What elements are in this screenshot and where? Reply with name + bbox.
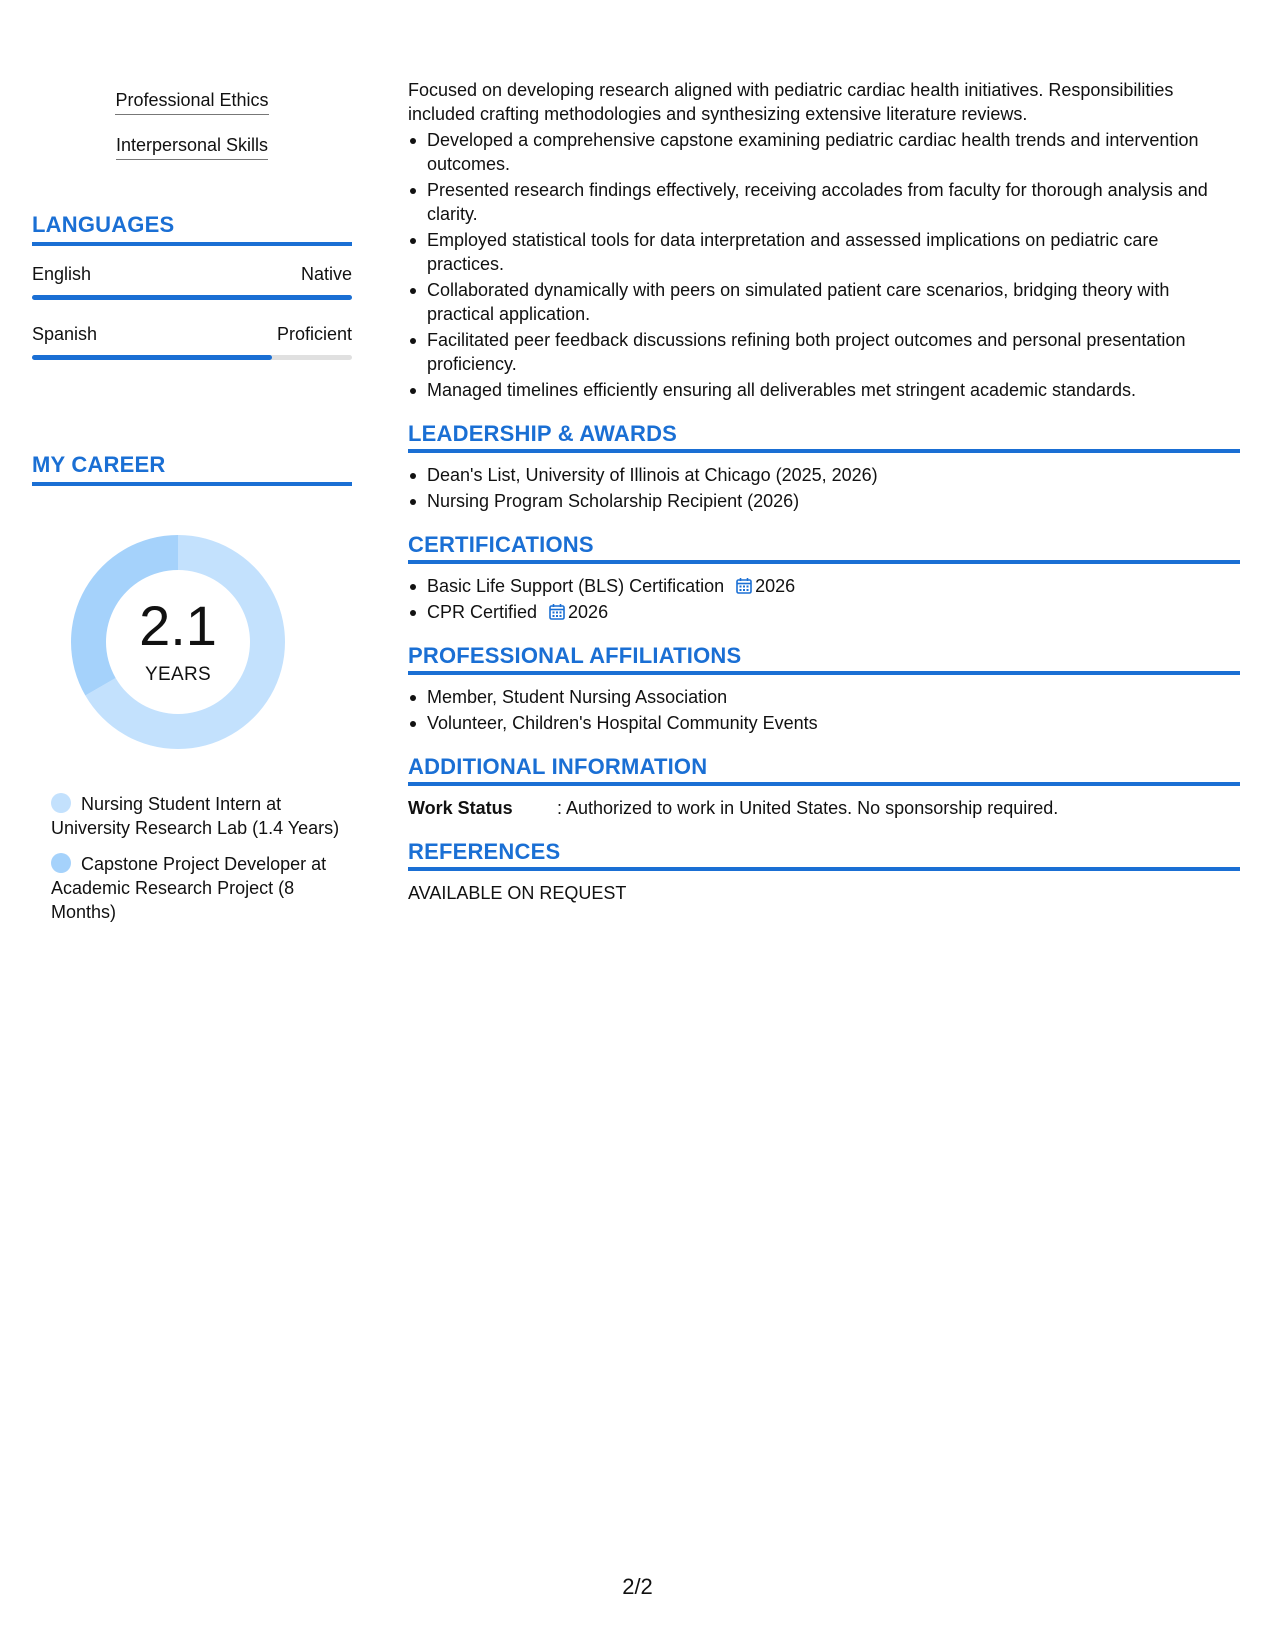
career-heading: MY CAREER [32, 452, 352, 486]
list-item: Presented research findings effectively, receiving accolades from faculty for thorough analysis and clarity. [427, 178, 1240, 226]
right-column [408, 78, 1240, 905]
experience-bullets [408, 128, 1240, 402]
references-text: AVAILABLE ON REQUEST [408, 883, 627, 903]
legend-label: Nursing Student Intern at University Research Lab (1.4 Years) [51, 794, 340, 838]
languages-section [32, 212, 352, 360]
calendar-icon [736, 577, 752, 594]
certifications-heading: CERTIFICATIONS [408, 533, 1240, 564]
additional-info-heading: ADDITIONAL INFORMATION [408, 755, 1240, 786]
list-item: Collaborated dynamically with peers on simulated patient care scenarios, bridging theory with practical application. [427, 278, 1240, 326]
affiliations-list [408, 685, 1240, 735]
certification-year: 2026 [755, 576, 796, 596]
affiliations-section [408, 644, 1240, 735]
leadership-heading: LEADERSHIP & AWARDS [408, 422, 1240, 453]
languages-heading: LANGUAGES [32, 212, 352, 246]
calendar-icon [549, 603, 565, 620]
list-item [427, 574, 1240, 598]
additional-info-section [408, 755, 1240, 820]
career-total-years: 2.1 [139, 594, 217, 657]
certification-name: CPR Certified [427, 602, 538, 622]
language-proficiency-fill [32, 295, 352, 300]
language-proficiency-fill [32, 355, 272, 360]
leadership-section [408, 422, 1240, 513]
work-status-label: Work Status [408, 798, 513, 818]
career-total-unit: YEARS [145, 664, 211, 685]
page-number: 2/2 [622, 1574, 653, 1599]
legend-dot [51, 793, 71, 813]
language-level: Proficient [276, 324, 352, 344]
leadership-list [408, 463, 1240, 513]
skills-list [32, 88, 352, 160]
language-level: Native [300, 264, 352, 284]
list-item: Nursing Program Scholarship Recipient (2026) [427, 489, 1240, 513]
list-item: Dean's List, University of Illinois at Chicago (2025, 2026) [427, 463, 1240, 487]
affiliations-heading: PROFESSIONAL AFFILIATIONS [408, 644, 1240, 675]
certifications-list [408, 574, 1240, 624]
list-item: Volunteer, Children's Hospital Community Events [427, 711, 1240, 735]
language-item [32, 264, 352, 300]
list-item: Facilitated peer feedback discussions refining both project outcomes and personal presentation proficiency. [427, 328, 1240, 376]
legend-dot [51, 853, 71, 873]
career-section [32, 452, 352, 486]
language-proficiency-bar [32, 355, 352, 360]
skill-item: Interpersonal Skills [116, 133, 268, 160]
career-legend [51, 792, 341, 924]
work-status-value: : Authorized to work in United States. No sponsorship required. [557, 798, 1059, 818]
language-item [32, 324, 352, 360]
legend-label: Capstone Project Developer at Academic Research Project (8 Months) [51, 854, 327, 922]
experience-summary: Focused on developing research aligned with pediatric cardiac health initiatives. Responsibilities included crafting methodologies and synthesizing extensive literature reviews. [408, 80, 1174, 124]
list-item: Member, Student Nursing Association [427, 685, 1240, 709]
skill-item: Professional Ethics [115, 88, 268, 115]
references-heading: REFERENCES [408, 840, 1240, 871]
language-name: Spanish [32, 324, 98, 344]
certifications-section [408, 533, 1240, 624]
language-proficiency-bar [32, 295, 352, 300]
references-section [408, 840, 1240, 905]
career-legend-item [51, 852, 341, 924]
career-legend-item [51, 792, 341, 840]
certification-name: Basic Life Support (BLS) Certification [427, 576, 725, 596]
work-status-row [408, 796, 1240, 820]
list-item: Employed statistical tools for data interpretation and assessed implications on pediatric care practices. [427, 228, 1240, 276]
language-name: English [32, 264, 92, 284]
certification-year: 2026 [568, 602, 609, 622]
list-item: Developed a comprehensive capstone examining pediatric cardiac health trends and intervention outcomes. [427, 128, 1240, 176]
list-item: Managed timelines efficiently ensuring all deliverables met stringent academic standards. [427, 378, 1240, 402]
list-item [427, 600, 1240, 624]
